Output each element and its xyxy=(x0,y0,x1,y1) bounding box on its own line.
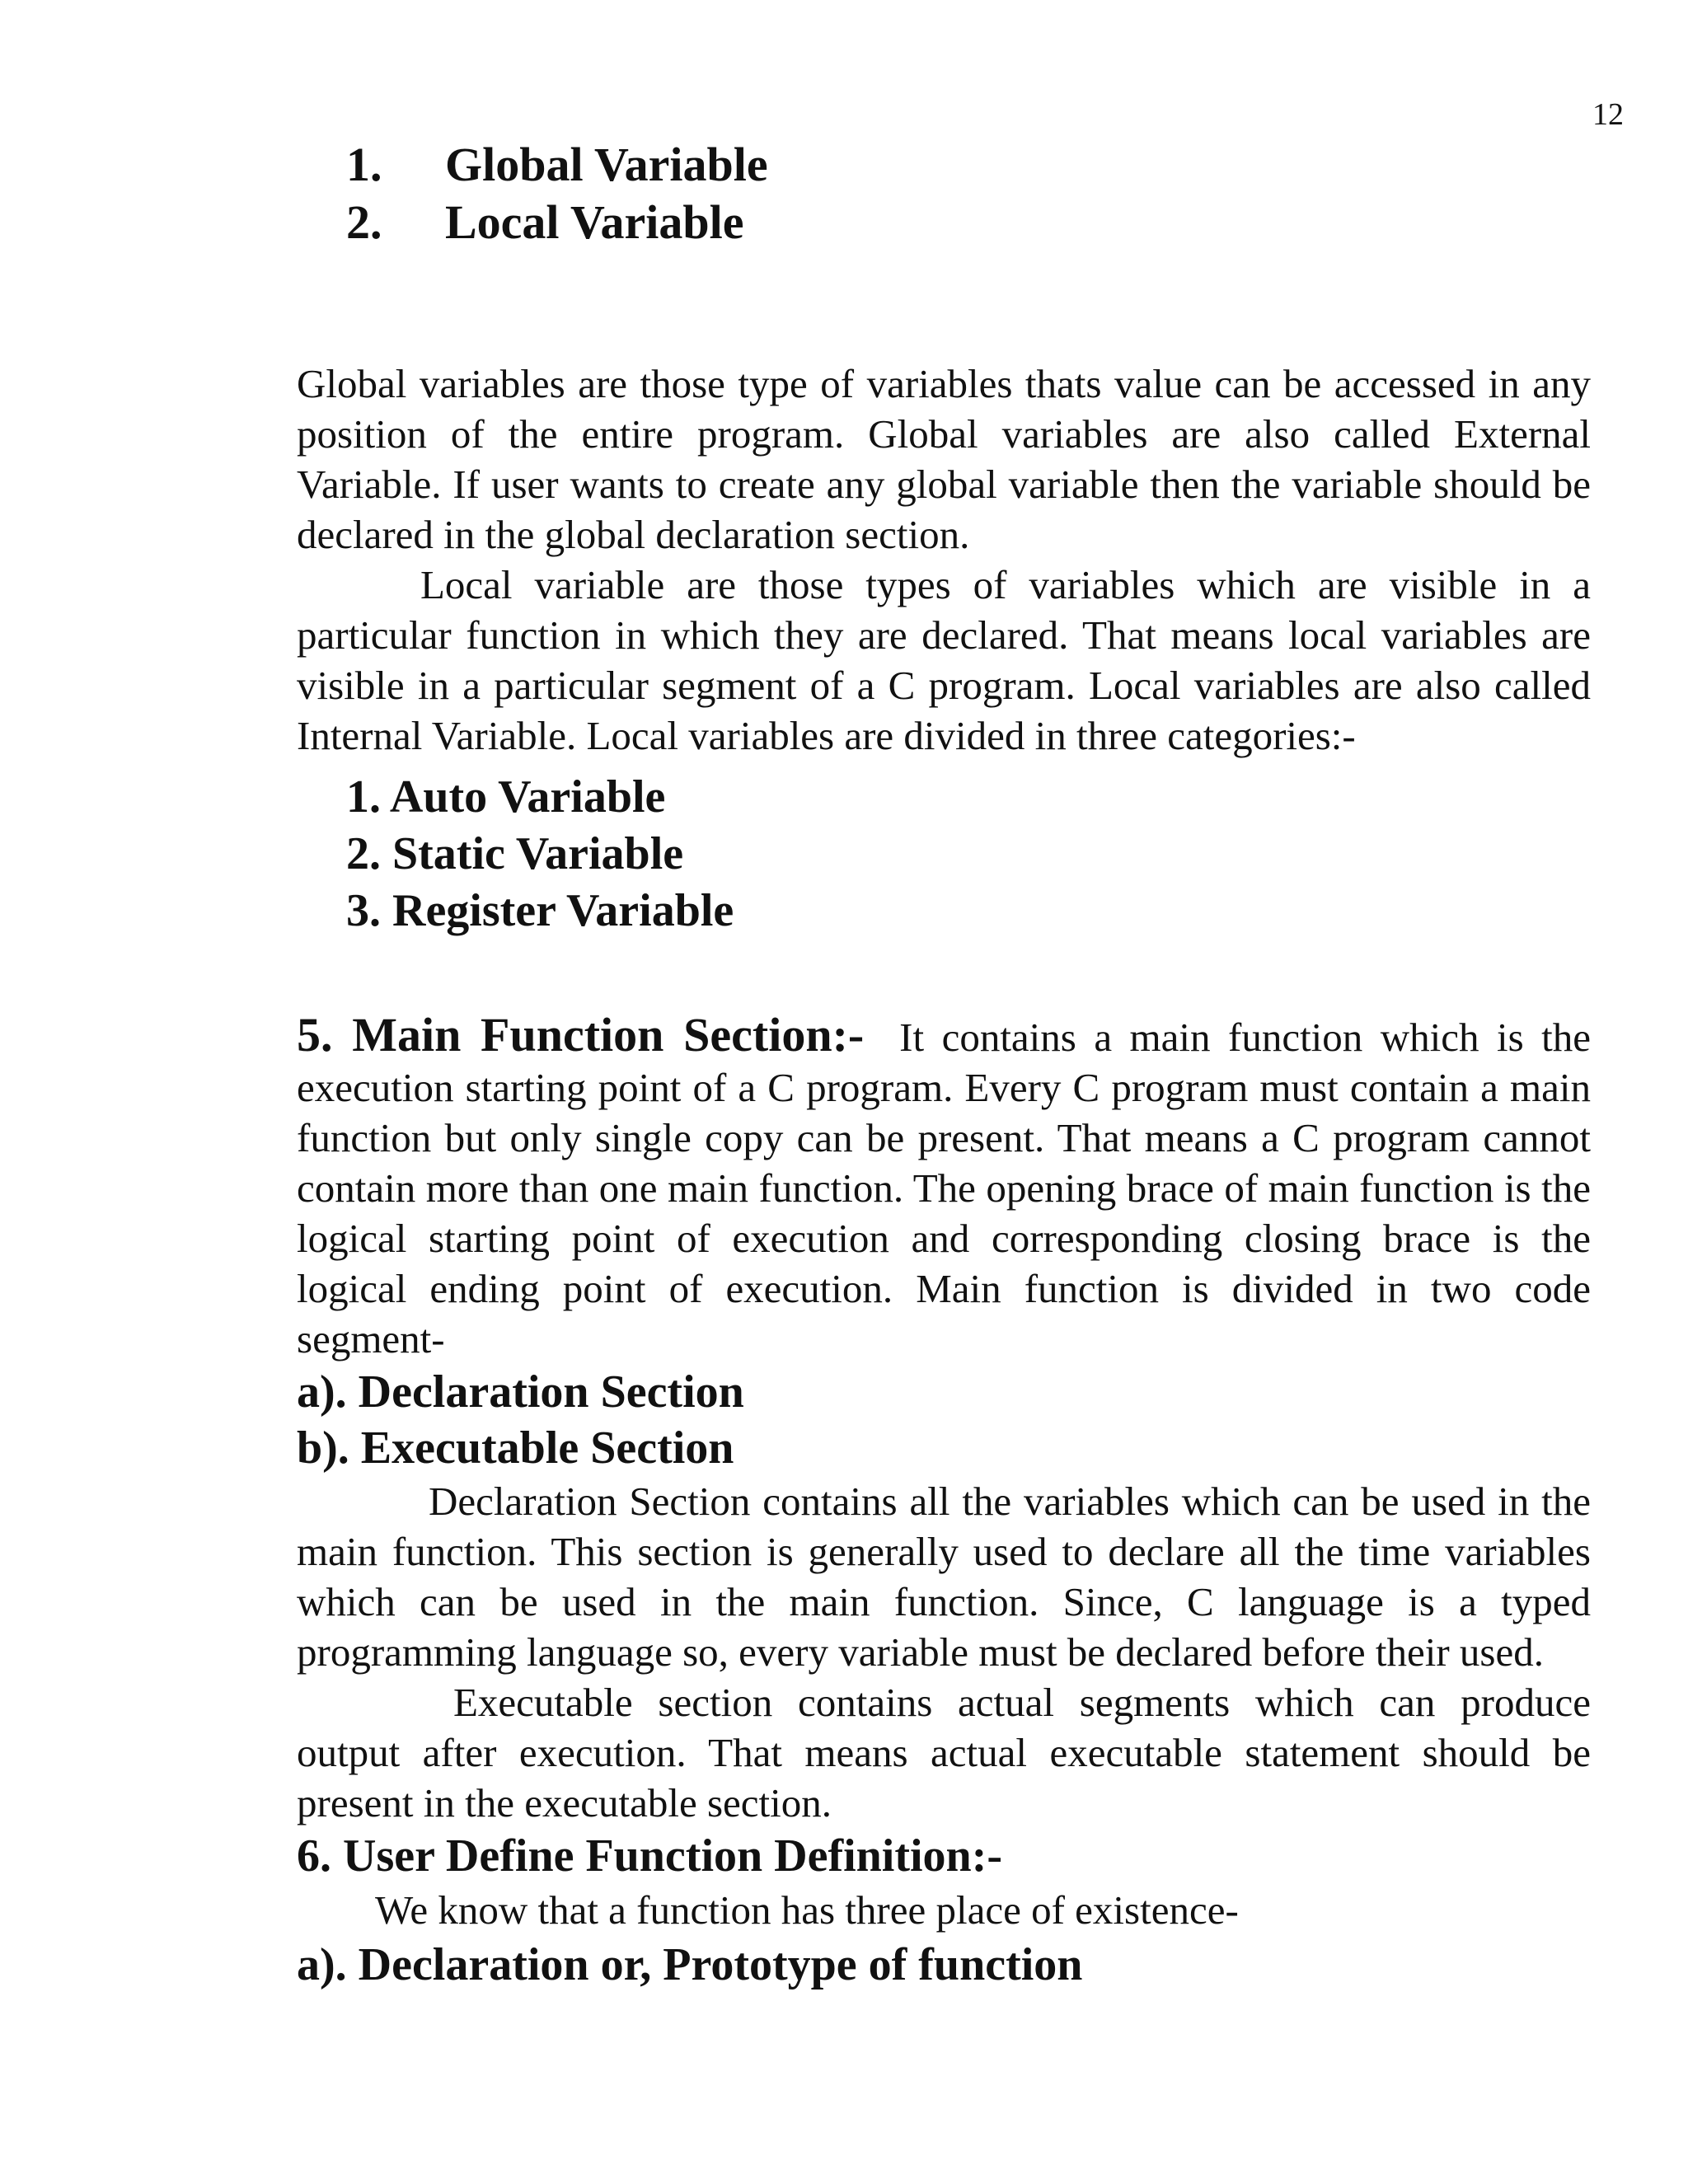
sub-heading: a). Declaration or, Prototype of function xyxy=(297,1939,1083,1990)
section-heading: 6. User Define Function Definition:- xyxy=(297,1830,1002,1882)
list-label: Global Variable xyxy=(445,138,768,191)
global-variables-paragraph: Global variables are those type of variables thats value can be accessed in any position of the entire program. Global variables are also called External Variable. If user wants to create any global variable then the variable should be declared in the global declaration section. xyxy=(297,361,1591,557)
sub-heading: b). Executable Section xyxy=(297,1422,734,1474)
spacer xyxy=(297,940,1591,1010)
list-label: Local Variable xyxy=(445,195,744,249)
list-item: 3. Register Variable xyxy=(346,885,734,936)
declaration-paragraph: Declaration Section contains all the variables which can be used in the main function. This section is generally used to declare all the time variables which can be used in the main function. Since, C language is a typed programming language so, every variable must be declared before their used. xyxy=(297,1479,1591,1675)
list-item xyxy=(346,194,1591,251)
executable-paragraph: Executable section contains actual segments which can produce output after execution. That means actual executable statement should be present in the executable section. xyxy=(297,1680,1591,1825)
main-function-paragraph xyxy=(297,1010,1591,1364)
list-number: 2. xyxy=(346,195,382,249)
local-categories-list xyxy=(346,769,1591,940)
list-item xyxy=(346,136,1591,194)
list-number: 1. xyxy=(346,138,382,191)
section-heading: 5. Main Function Section:- xyxy=(297,1008,865,1062)
spacer xyxy=(297,251,1591,359)
sub-heading: a). Declaration Section xyxy=(297,1366,744,1418)
variable-types-list xyxy=(346,136,1591,251)
local-variables-paragraph: Local variable are those types of variables which are visible in a particular function in which they are declared. That means local variables are visible in a particular segment of a C program. Local variables are also called Internal Variable. Local variables are divided in three categories:- xyxy=(297,562,1591,758)
list-item: 1. Auto Variable xyxy=(346,771,666,823)
page-content xyxy=(297,136,1591,1993)
intro-text: We know that a function has three place of existence- xyxy=(375,1887,1239,1933)
list-item: 2. Static Variable xyxy=(346,828,684,879)
section-text: It contains a main function which is the execution starting point of a C program. Every C program must contain a main function but only single copy can be present. That means a C program cannot contain more than one main function. The opening brace of main function is the logical starting point of execution and corresponding closing brace is the logical ending point of execution. Main function is divided in two code segment- xyxy=(297,1015,1592,1361)
page-number: 12 xyxy=(1592,97,1624,132)
